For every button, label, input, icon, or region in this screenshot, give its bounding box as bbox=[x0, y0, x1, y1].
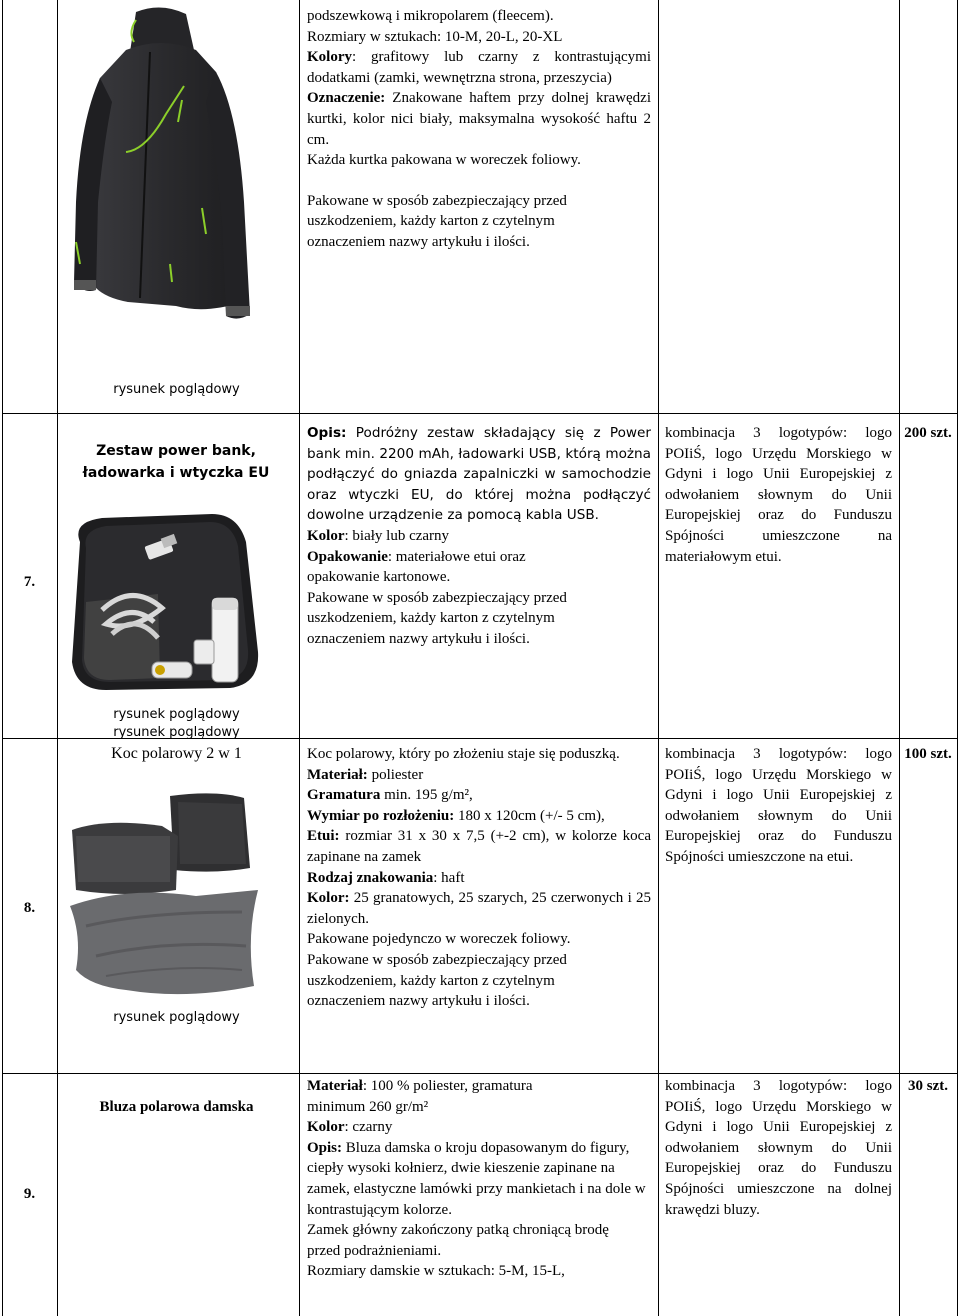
description-cell bbox=[307, 423, 651, 650]
description-cell bbox=[307, 744, 651, 1012]
weight-text: min. 195 g/m², bbox=[380, 787, 473, 804]
colors-line bbox=[307, 47, 651, 88]
description-body: Bluza damska o kroju dopasowanym do figury, ciepły wysoki kołnierz, dwie kieszenie zapinane na zamek, elastyczne lamówki przy mankietach i na dole w kontrastującym kolorze. bbox=[307, 1139, 646, 1218]
image-caption: rysunek poglądowy bbox=[113, 1010, 240, 1025]
packaging-label: Opakowanie bbox=[307, 548, 388, 565]
colors-text: : grafitowy lub czarny z kontrastującymi dodatkami (zamki, wewnętrzna strona, przeszycia) bbox=[307, 49, 651, 86]
image-caption: rysunek poglądowy bbox=[113, 382, 240, 397]
material-text: poliester bbox=[367, 766, 424, 783]
marking-line bbox=[307, 88, 651, 150]
powerbank-set-image bbox=[62, 512, 262, 692]
column-divider bbox=[658, 0, 659, 1316]
row-divider bbox=[2, 413, 958, 414]
description-cell bbox=[307, 6, 651, 253]
quantity: 30 szt. bbox=[908, 1078, 948, 1094]
color-label: Kolor: bbox=[307, 890, 350, 907]
color-line bbox=[307, 526, 651, 547]
column-divider bbox=[299, 0, 300, 1316]
color-line bbox=[307, 888, 651, 929]
quantity: 200 szt. bbox=[904, 425, 952, 441]
image-caption: rysunek poglądowy bbox=[113, 725, 240, 740]
color-label: Kolor bbox=[307, 527, 345, 544]
case-line bbox=[307, 826, 651, 867]
product-title: Koc polarowy 2 w 1 bbox=[111, 745, 242, 762]
color-text: : biały lub czarny bbox=[344, 527, 450, 544]
description-line: Rozmiary w sztukach: 10-M, 20-L, 20-XL bbox=[307, 28, 563, 45]
description-line: podszewkową i mikropolarem (fleecem). bbox=[307, 8, 554, 24]
quantity: 100 szt. bbox=[904, 746, 952, 762]
column-divider bbox=[57, 0, 58, 1316]
column-divider bbox=[899, 0, 900, 1316]
row-number: 8. bbox=[23, 900, 36, 916]
marking-label: Oznaczenie: bbox=[307, 90, 386, 107]
table-border-left bbox=[2, 0, 3, 1316]
fleece-blanket-image bbox=[66, 786, 262, 998]
description-label: Opis: bbox=[307, 425, 347, 441]
packing-carton-line: Pakowane w sposób zabezpieczający przed uszkodzeniem, każdy karton z czytelnym oznaczeniem nazwy artykułu i ilości. bbox=[307, 589, 567, 647]
marking-text: : haft bbox=[433, 869, 465, 886]
product-title: Bluza polarowa damska bbox=[99, 1099, 254, 1115]
softshell-jacket-image bbox=[66, 2, 256, 324]
color-text: 25 granatowych, 25 szarych, 25 czerwonych i 25 zielonych. bbox=[307, 890, 651, 927]
packaging-line bbox=[307, 547, 582, 588]
description-cell bbox=[307, 1076, 651, 1282]
packaging-text: : materiałowe etui oraz opakowanie kartonowe. bbox=[307, 548, 526, 586]
material-line bbox=[307, 1076, 587, 1117]
color-line bbox=[307, 1117, 651, 1138]
marking-text: Znakowane haftem przy dolnej krawędzi kurtki, kolor nici biały, maksymalna wysokość haftu 2 cm. bbox=[307, 90, 651, 148]
packing-bag-line: Pakowane pojedynczo w woreczek foliowy. bbox=[307, 931, 571, 948]
table-border-right bbox=[957, 0, 958, 1316]
logo-requirements: kombinacja 3 logotypów: logo POIiŚ, logo Urzędu Morskiego w Gdyni i logo Unii Europejskiej z odwołaniem słownym do Unii Europejskiej oraz do Funduszu Spójności umieszczone na dolnej krawędzi bluzy. bbox=[665, 1078, 892, 1218]
colors-label: Kolory bbox=[307, 49, 352, 66]
material-label: Materiał bbox=[307, 1078, 363, 1094]
row-number: 9. bbox=[23, 1186, 36, 1202]
description-label: Opis: bbox=[307, 1139, 343, 1156]
row-number: 7. bbox=[23, 574, 36, 590]
product-title: Zestaw power bank, ładowarka i wtyczka EU bbox=[82, 443, 270, 481]
weight-label: Gramatura bbox=[307, 787, 381, 804]
description-text bbox=[307, 1138, 647, 1220]
image-caption: rysunek poglądowy bbox=[113, 707, 240, 722]
size-label: Wymiar po rozłożeniu: bbox=[307, 807, 455, 824]
color-text: : czarny bbox=[344, 1119, 393, 1136]
description-body: Podróżny zestaw składający się z Power bank min. 2200 mAh, ładowarki USB, którą można podłączyć do gniazda zapalniczki w samochodzie oraz wtyczki EU, do której można podłączyć dowolne urządzenie za pomocą kabla USB. bbox=[307, 425, 651, 524]
logo-requirements: kombinacja 3 logotypów: logo POIiŚ, logo Urzędu Morskiego w Gdyni i logo Unii Europejskiej z odwołaniem słownym do Unii Europejskiej oraz do Funduszu Spójności umieszczone na etui. bbox=[665, 746, 892, 865]
packing-carton-line: Pakowane w sposób zabezpieczający przed uszkodzeniem, każdy karton z czytelnym oznaczeniem nazwy artykułu i ilości. bbox=[307, 192, 567, 250]
case-text: rozmiar 31 x 30 x 7,5 (+-2 cm), w kolorze koca zapinane na zamek bbox=[307, 828, 651, 865]
description-intro: Koc polarowy, który po złożeniu staje się poduszką. bbox=[307, 746, 620, 762]
packing-carton-line: Pakowane w sposób zabezpieczający przed uszkodzeniem, każdy karton z czytelnym oznaczeniem nazwy artykułu i ilości. bbox=[307, 951, 567, 1010]
description-text bbox=[307, 423, 651, 526]
size-line bbox=[307, 806, 651, 827]
weight-line bbox=[307, 785, 651, 806]
material-label: Materiał: bbox=[307, 766, 368, 783]
size-text: 180 x 120cm (+/- 5 cm), bbox=[454, 807, 605, 824]
zipper-line: Zamek główny zakończony patką chroniącą brodę przed podrażnieniami. bbox=[307, 1222, 609, 1259]
logo-requirements: kombinacja 3 logotypów: logo POIiŚ, logo Urzędu Morskiego w Gdyni i logo Unii Europejskiej z odwołaniem słownym do Unii Europejskiej oraz do Funduszu Spójności umieszczone na materiałowym etui. bbox=[665, 425, 892, 565]
case-label: Etui: bbox=[307, 828, 340, 845]
marking-line bbox=[307, 868, 651, 889]
material-line bbox=[307, 765, 651, 786]
sizes-line: Rozmiary damskie w sztukach: 5-M, 15-L, bbox=[307, 1263, 565, 1280]
color-label: Kolor bbox=[307, 1119, 345, 1136]
packing-bag-line: Każda kurtka pakowana w woreczek foliowy. bbox=[307, 152, 581, 169]
marking-label: Rodzaj znakowania bbox=[307, 869, 434, 886]
material-text: : 100 % poliester, gramatura minimum 260 gr/m² bbox=[307, 1078, 533, 1115]
row-divider bbox=[2, 1073, 958, 1074]
